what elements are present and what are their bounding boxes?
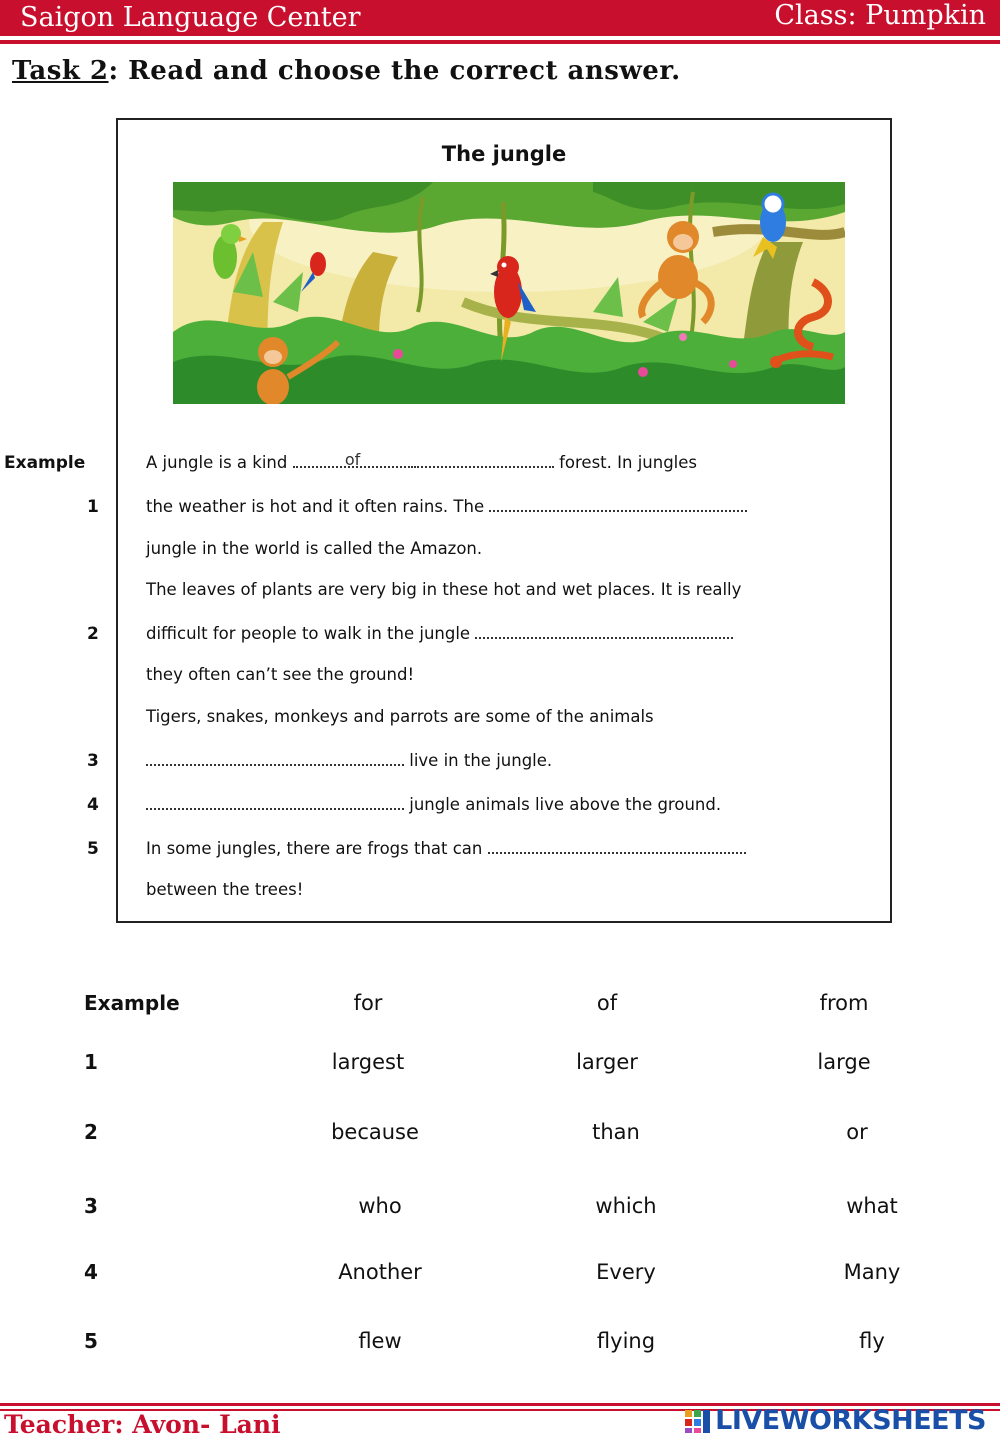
- task-title: [12, 56, 681, 86]
- text-example-a: A jungle is a kind: [146, 453, 288, 472]
- option-label-2: 2: [84, 1120, 98, 1144]
- text-1a: the weather is hot and it often rains. The: [146, 497, 485, 516]
- brand: [685, 1405, 986, 1436]
- option-label-1: 1: [84, 1050, 98, 1074]
- text-line-5b: between the trees!: [146, 880, 304, 899]
- option-1-a[interactable]: largest: [331, 1050, 405, 1074]
- class-name: Class: Pumpkin: [774, 0, 986, 31]
- reading-label-2: 2: [87, 624, 99, 644]
- center-name: Saigon Language Center: [20, 2, 361, 33]
- option-3-a[interactable]: who: [358, 1194, 402, 1218]
- brand-text: LIVEWORKSHEETS: [715, 1405, 986, 1436]
- text-line-1a: [146, 497, 747, 516]
- blank-4[interactable]: [146, 796, 404, 810]
- option-4-b[interactable]: Every: [596, 1260, 656, 1284]
- reading-label-example: Example: [4, 453, 86, 473]
- blank-2[interactable]: [475, 625, 733, 639]
- reading-label-3: 3: [87, 751, 99, 771]
- text-3b: live in the jungle.: [409, 751, 553, 770]
- text-line-2b: [146, 624, 733, 643]
- text-line-2a: The leaves of plants are very big in these hot and wet places. It is really: [146, 580, 742, 599]
- option-4-a[interactable]: Another: [338, 1260, 422, 1284]
- text-line-2c: they often can’t see the ground!: [146, 665, 415, 684]
- text-line-1b: jungle in the world is called the Amazon.: [146, 539, 483, 558]
- header-divider: [0, 40, 1000, 44]
- blank-5[interactable]: [488, 840, 746, 854]
- option-1-b[interactable]: larger: [576, 1050, 638, 1074]
- text-5a: In some jungles, there are frogs that can: [146, 839, 483, 858]
- jungle-illustration: [173, 182, 845, 404]
- reading-label-4: 4: [87, 795, 99, 815]
- option-5-b[interactable]: flying: [596, 1329, 656, 1353]
- teacher-name: Teacher: Avon- Lani: [4, 1410, 281, 1439]
- option-label-3: 3: [84, 1194, 98, 1218]
- option-3-b[interactable]: which: [595, 1194, 657, 1218]
- text-line-5a: [146, 839, 746, 858]
- text-line-4: [146, 795, 721, 814]
- option-label-4: 4: [84, 1260, 98, 1284]
- text-line-3a: Tigers, snakes, monkeys and parrots are some of the animals: [146, 707, 654, 726]
- text-example-b: forest. In jungles: [559, 453, 697, 472]
- option-1-c[interactable]: large: [817, 1050, 871, 1074]
- reading-label-1: 1: [87, 497, 99, 517]
- option-example-b[interactable]: of: [596, 991, 618, 1015]
- blank-1[interactable]: [489, 498, 747, 512]
- option-label-5: 5: [84, 1329, 98, 1353]
- option-5-a[interactable]: flew: [358, 1329, 402, 1353]
- blank-3[interactable]: [146, 752, 404, 766]
- example-blank-tail: [414, 454, 554, 468]
- example-blank: [293, 450, 413, 469]
- option-example-c[interactable]: from: [819, 991, 869, 1015]
- reading-title: The jungle: [441, 142, 567, 166]
- example-answer: of: [344, 450, 361, 469]
- liveworksheets-logo-icon: [685, 1408, 711, 1434]
- text-line-3b: [146, 751, 552, 770]
- text-4: jungle animals live above the ground.: [409, 795, 722, 814]
- reading-label-5: 5: [87, 839, 99, 859]
- task-number: Task 2: [12, 56, 109, 86]
- option-example-a[interactable]: for: [353, 991, 383, 1015]
- text-2b: difficult for people to walk in the jungle: [146, 624, 471, 643]
- option-2-a[interactable]: because: [331, 1120, 419, 1144]
- option-2-b[interactable]: than: [592, 1120, 640, 1144]
- task-instruction: : Read and choose the correct answer.: [108, 56, 681, 86]
- option-5-c[interactable]: fly: [859, 1329, 885, 1353]
- text-line-example: [146, 450, 697, 472]
- option-3-c[interactable]: what: [846, 1194, 898, 1218]
- option-4-c[interactable]: Many: [843, 1260, 901, 1284]
- option-label-example: Example: [84, 991, 180, 1015]
- option-2-c[interactable]: or: [846, 1120, 868, 1144]
